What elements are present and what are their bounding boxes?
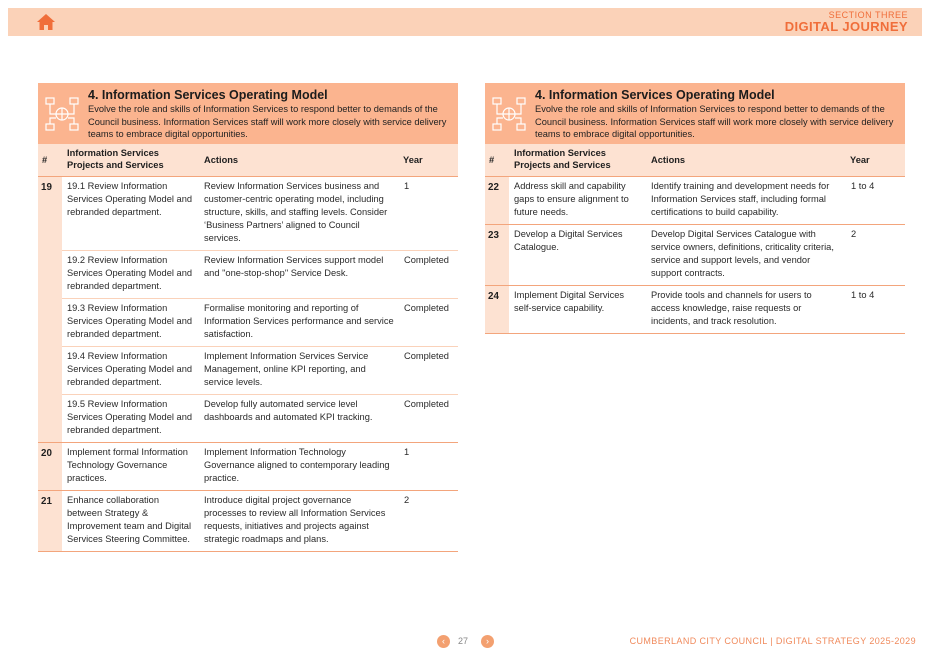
- network-icon: [491, 96, 527, 132]
- year-cell: 1: [404, 447, 410, 457]
- panel-header: [485, 83, 905, 144]
- action-cell: Implement Information Services Service Management, online KPI reporting, and service levels.: [204, 351, 369, 387]
- project-cell: 19.4 Review Information Services Operating Model and rebranded department.: [67, 351, 193, 387]
- panel-title: 4. Information Services Operating Model: [535, 88, 775, 102]
- group-rows: [509, 177, 905, 224]
- chevron-right-icon[interactable]: ›: [481, 635, 494, 648]
- group-rows: [62, 443, 458, 490]
- year-cell: 1: [404, 181, 410, 191]
- action-cell: Develop fully automated service level dashboards and automated KPI tracking.: [204, 399, 373, 422]
- chevron-left-icon[interactable]: ‹: [437, 635, 450, 648]
- home-icon[interactable]: [36, 12, 56, 32]
- column-number: #: [489, 155, 495, 165]
- table-row: [62, 251, 458, 299]
- table-row: [509, 286, 905, 333]
- action-cell: Implement Information Technology Governance aligned to contemporary leading practice.: [204, 447, 390, 483]
- column-actions: Actions: [651, 155, 686, 165]
- action-cell: Identify training and development needs for Information Services staff, including formal certifications to build capability.: [651, 181, 830, 217]
- year-cell: 2: [851, 229, 857, 239]
- year-cell: Completed: [404, 255, 449, 265]
- project-cell: Implement formal Information Technology Governance practices.: [67, 447, 188, 483]
- table-group: [38, 443, 458, 491]
- project-cell: Develop a Digital Services Catalogue.: [514, 229, 623, 252]
- footer-org-text: CUMBERLAND CITY COUNCIL | DIGITAL STRATEGY 2025-2029: [629, 636, 916, 646]
- project-cell: Enhance collaboration between Strategy & Improvement team and Digital Services Steering Committee.: [67, 495, 192, 544]
- table-group: [485, 177, 905, 225]
- page-number: 27: [458, 636, 469, 646]
- section-label: SECTION THREE: [828, 10, 908, 20]
- column-projects: Information Services Projects and Services: [67, 148, 164, 170]
- panel-description: Evolve the role and skills of Information Services to respond better to demands of the Council business. Information Services staff will work more closely with service delivery teams to embrace digital opportunities.: [535, 104, 894, 140]
- table-row: [62, 347, 458, 395]
- column-projects: Information Services Projects and Services: [514, 148, 611, 170]
- item-number: 19: [38, 177, 62, 442]
- action-cell: Review Information Services business and customer-centric operating model, including structure, skills, and staffing levels. Consider ‘Business Partners’ aligned to Council services.: [204, 181, 388, 243]
- column-year: Year: [850, 155, 870, 165]
- table-group: [485, 225, 905, 286]
- column-actions: Actions: [204, 155, 239, 165]
- group-rows: [62, 491, 458, 551]
- action-cell: Review Information Services support model and "one-stop-shop" Service Desk.: [204, 255, 384, 278]
- section-title: DIGITAL JOURNEY: [784, 19, 908, 34]
- project-cell: 19.2 Review Information Services Operating Model and rebranded department.: [67, 255, 193, 291]
- year-cell: 1 to 4: [851, 181, 875, 191]
- item-number: 21: [38, 491, 62, 551]
- project-cell: 19.3 Review Information Services Operating Model and rebranded department.: [67, 303, 193, 339]
- project-cell: 19.5 Review Information Services Operating Model and rebranded department.: [67, 399, 193, 435]
- column-header: [485, 144, 905, 177]
- year-cell: 1 to 4: [851, 290, 875, 300]
- item-number: 24: [485, 286, 509, 333]
- table-row: [62, 177, 458, 251]
- table-row: [62, 395, 458, 442]
- column-number: #: [42, 155, 48, 165]
- left-panel: [38, 83, 458, 552]
- action-cell: Introduce digital project governance processes to review all Information Services requests, initiatives and projects against strategic roadmaps and plans.: [204, 495, 386, 544]
- action-cell: Provide tools and channels for users to access knowledge, raise requests or incidents, and track resolution.: [651, 290, 812, 326]
- table-row: [62, 299, 458, 347]
- item-number: 23: [485, 225, 509, 285]
- panel-title: 4. Information Services Operating Model: [88, 88, 328, 102]
- table-row: [509, 225, 905, 285]
- column-header: [38, 144, 458, 177]
- table-group: [38, 177, 458, 443]
- item-number: 20: [38, 443, 62, 490]
- network-icon: [44, 96, 80, 132]
- year-cell: 2: [404, 495, 410, 505]
- top-bar: [8, 8, 922, 36]
- column-year: Year: [403, 155, 423, 165]
- table-group: [38, 491, 458, 552]
- project-cell: Address skill and capability gaps to ensure alignment to future needs.: [514, 181, 629, 217]
- right-panel: [485, 83, 905, 334]
- year-cell: Completed: [404, 303, 449, 313]
- group-rows: [509, 286, 905, 333]
- year-cell: Completed: [404, 351, 449, 361]
- year-cell: Completed: [404, 399, 449, 409]
- panel-header: [38, 83, 458, 144]
- project-cell: 19.1 Review Information Services Operating Model and rebranded department.: [67, 181, 193, 217]
- action-cell: Formalise monitoring and reporting of Information Services performance and service satisfaction.: [204, 303, 394, 339]
- action-cell: Develop Digital Services Catalogue with service owners, definitions, criticality criteria, service and support levels, and vendor support contracts.: [651, 229, 834, 278]
- table-group: [485, 286, 905, 334]
- project-cell: Implement Digital Services self-service capability.: [514, 290, 625, 313]
- table-row: [509, 177, 905, 224]
- group-rows: [509, 225, 905, 285]
- table-row: [62, 491, 458, 551]
- table-row: [62, 443, 458, 490]
- item-number: 22: [485, 177, 509, 224]
- group-rows: [62, 177, 458, 442]
- panel-description: Evolve the role and skills of Information Services to respond better to demands of the Council business. Information Services staff will work more closely with service delivery teams to embrace digital opportunities.: [88, 104, 447, 140]
